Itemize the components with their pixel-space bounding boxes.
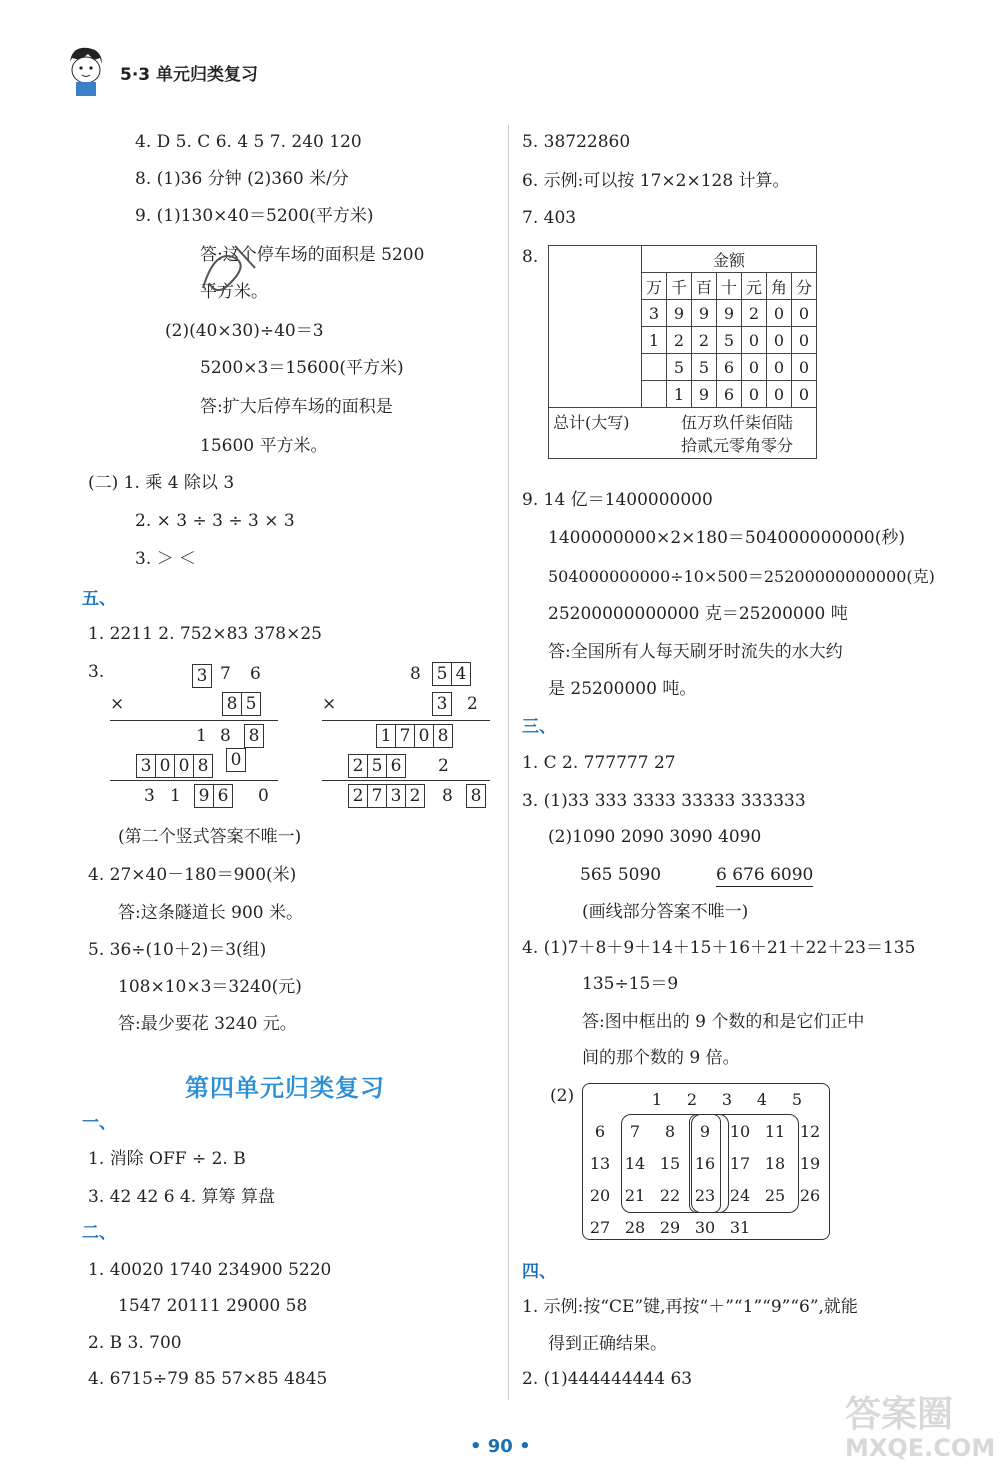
answer-line: 8. (1)36 分钟 (2)360 米/分 [135,169,349,189]
answer-line: 3. [88,662,105,682]
money-table: 金额 万 千 百 十 元 角 分 3 9 9 9 2 0 0 1 2 2 5 0 0 0 5 5 6 0 0 0 1 9 6 0 0 0 总计(大写) 伍万玖仟柒佰陆 拾贰元零角零分 [548,245,817,459]
answer-line: 6. 示例:可以按 17×2×128 计算。 [522,171,790,191]
answer-line: 得到正确结果。 [548,1334,667,1354]
vertical-calc-2: 8 5 4 × 3 2 1 7 0 8 2 5 6 2 2 7 3 2 8 8 [322,662,492,812]
answer-line: 1. 2211 2. 752×83 378×25 [88,624,322,644]
answer-line: 1. 示例:按“CE”键,再按“＋”“1”“9”“6”,就能 [522,1297,858,1317]
answer-line: 2. B 3. 700 [88,1333,182,1353]
answer-line: 3. ＞ ＜ [135,549,197,569]
answer-line: 9. (1)130×40＝5200(平方米) [135,206,374,226]
money-header: 金额 [642,246,817,273]
total-label: 总计(大写) [553,413,630,432]
answer-line: 答:最少要花 3240 元。 [118,1014,297,1034]
answer-line: 15600 平方米。 [200,436,328,456]
note-line: (画线部分答案不唯一) [582,902,749,922]
answer-line: 8. [522,247,539,267]
answer-line: 504000000000÷10×500＝25200000000000(克) [548,567,935,586]
answer-line: 108×10×3＝3240(元) [118,977,302,997]
answer-line: 1. 消除 OFF ÷ 2. B [88,1149,246,1169]
answer-line: 平方米。 [200,282,268,302]
section-heading: 五、 [82,589,116,609]
note-line: (第二个竖式答案不唯一) [118,827,302,847]
answer-line: 4. D 5. C 6. 4 5 7. 240 120 [135,132,362,152]
answer-line: 2. (1)444444444 63 [522,1369,693,1389]
watermark: 答案圈 MXQE.COM [845,1394,996,1462]
answer-line: 7. 403 [522,208,577,228]
underlined-answer: 6 676 6090 [716,865,814,885]
answer-line: 是 25200000 吨。 [548,679,697,699]
answer-line: 答:图中框出的 9 个数的和是它们正中 [582,1012,865,1032]
answer-line: 间的那个数的 9 倍。 [582,1048,740,1068]
answer-line: 3. 42 42 6 4. 算筹 算盘 [88,1187,275,1207]
column-divider [508,125,509,1400]
answer-line: 1547 20111 29000 58 [118,1296,308,1316]
answer-line: (2)(40×30)÷40＝3 [165,321,324,341]
section-heading: 二、 [82,1223,116,1243]
answer-line: (二) 1. 乘 4 除以 3 [88,473,235,493]
answer-line: 4. (1)7＋8＋9＋14＋15＋16＋21＋22＋23＝135 [522,938,916,958]
answer-line: 答:扩大后停车场的面积是 [200,397,393,417]
section-heading: 四、 [522,1262,556,1282]
answer-line: 3. (1)33 333 3333 33333 333333 [522,791,806,811]
answer-line: 5. 36÷(10＋2)＝3(组) [88,940,267,960]
answer-line: 1. C 2. 777777 27 [522,753,676,773]
answer-line: 5200×3＝15600(平方米) [200,358,404,378]
answer-line: 2. × 3 ÷ 3 ÷ 3 × 3 [135,511,295,531]
answer-line: 565 5090 [580,865,662,885]
section-heading: 一、 [82,1113,116,1133]
answer-line: 9. 14 亿＝1400000000 [522,490,713,510]
answer-line: 5. 38722860 [522,132,631,152]
header-title: 5·3 单元归类复习 [120,65,259,85]
vertical-calc-1: 3 7 6 × 8 5 1 8 80 3 0 0 8 3 1 9 6 0 [110,662,280,812]
answer-line: 4. 6715÷79 85 57×85 4845 [88,1369,328,1389]
answer-line: 135÷15＝9 [582,974,679,994]
outline-column [689,1114,721,1213]
pencil-scribble [195,238,275,303]
answer-line: 答:这条隧道长 900 米。 [118,903,303,923]
answer-line: 25200000000000 克＝25200000 吨 [548,604,848,624]
number-grid: 1 2 3 4 5 6 7 8 9 10 11 12 13 14 15 16 17 18 19 20 21 22 23 24 25 26 27 28 29 30 31 [582,1083,830,1240]
answer-line: 4. 27×40－180＝900(米) [88,865,297,885]
answer-line: (2)1090 2090 3090 4090 [548,827,762,847]
answer-line: 1400000000×2×180＝504000000000(秒) [548,528,905,548]
unit-title: 第四单元归类复习 [185,1074,385,1102]
page-number: • 90 • [470,1436,531,1457]
answer-line: 答:全国所有人每天刷牙时流失的水大约 [548,642,843,662]
answer-line: 1. 40020 1740 234900 5220 [88,1260,332,1280]
answer-line: (2) [550,1086,575,1106]
mascot-icon [62,44,108,96]
section-heading: 三、 [522,717,556,737]
answer-line: 答:这个停车场的面积是 5200 [200,245,425,265]
